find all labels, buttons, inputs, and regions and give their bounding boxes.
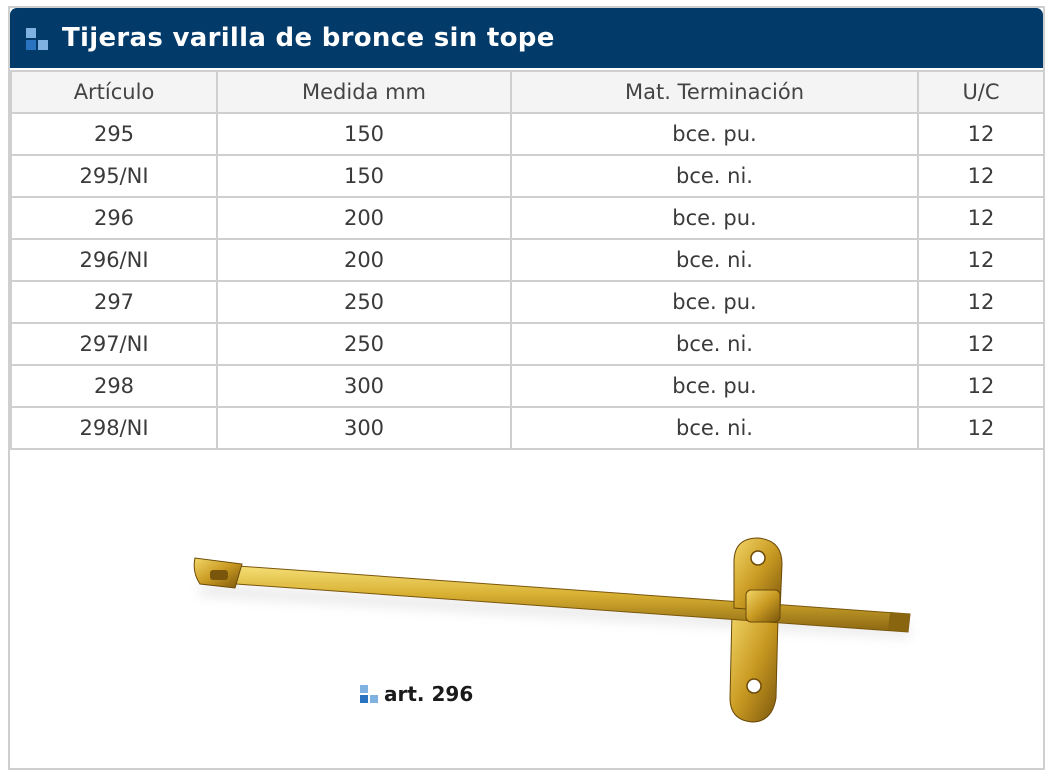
title-bar bbox=[10, 8, 1043, 68]
table-row bbox=[12, 240, 1043, 280]
page-title: Tijeras varilla de bronce sin tope bbox=[62, 23, 555, 53]
table-row bbox=[12, 198, 1043, 238]
cell-terminacion: bce. pu. bbox=[512, 198, 917, 238]
cell-medida: 300 bbox=[218, 408, 510, 448]
brand-squares-icon bbox=[360, 685, 378, 703]
table-row bbox=[12, 366, 1043, 406]
cell-uc: 12 bbox=[919, 156, 1043, 196]
table-header-row bbox=[12, 72, 1043, 112]
cell-terminacion: bce. ni. bbox=[512, 324, 917, 364]
table-row bbox=[12, 324, 1043, 364]
table-row bbox=[12, 408, 1043, 448]
cell-articulo: 295/NI bbox=[12, 156, 216, 196]
cell-terminacion: bce. pu. bbox=[512, 282, 917, 322]
cell-uc: 12 bbox=[919, 324, 1043, 364]
table-row bbox=[12, 114, 1043, 154]
product-photo bbox=[10, 472, 1043, 768]
brass-stay-rod-icon bbox=[10, 472, 1043, 768]
cell-articulo: 298 bbox=[12, 366, 216, 406]
header-medida: Medida mm bbox=[218, 72, 510, 112]
cell-medida: 150 bbox=[218, 114, 510, 154]
cell-uc: 12 bbox=[919, 114, 1043, 154]
caption-text: art. 296 bbox=[384, 682, 474, 706]
cell-terminacion: bce. pu. bbox=[512, 114, 917, 154]
brand-squares-icon bbox=[26, 28, 50, 52]
product-table bbox=[10, 70, 1045, 450]
cell-articulo: 297 bbox=[12, 282, 216, 322]
cell-uc: 12 bbox=[919, 366, 1043, 406]
cell-articulo: 297/NI bbox=[12, 324, 216, 364]
header-uc: U/C bbox=[919, 72, 1043, 112]
cell-articulo: 298/NI bbox=[12, 408, 216, 448]
cell-articulo: 295 bbox=[12, 114, 216, 154]
table-row bbox=[12, 282, 1043, 322]
product-card bbox=[8, 6, 1045, 770]
cell-medida: 150 bbox=[218, 156, 510, 196]
cell-terminacion: bce. ni. bbox=[512, 240, 917, 280]
cell-medida: 200 bbox=[218, 240, 510, 280]
cell-uc: 12 bbox=[919, 282, 1043, 322]
cell-medida: 250 bbox=[218, 282, 510, 322]
cell-articulo: 296 bbox=[12, 198, 216, 238]
cell-medida: 300 bbox=[218, 366, 510, 406]
photo-caption bbox=[360, 682, 473, 706]
cell-medida: 200 bbox=[218, 198, 510, 238]
cell-terminacion: bce. ni. bbox=[512, 156, 917, 196]
header-articulo: Artículo bbox=[12, 72, 216, 112]
cell-medida: 250 bbox=[218, 324, 510, 364]
table-row bbox=[12, 156, 1043, 196]
cell-terminacion: bce. pu. bbox=[512, 366, 917, 406]
cell-uc: 12 bbox=[919, 240, 1043, 280]
header-terminacion: Mat. Terminación bbox=[512, 72, 917, 112]
cell-uc: 12 bbox=[919, 408, 1043, 448]
cell-terminacion: bce. ni. bbox=[512, 408, 917, 448]
cell-articulo: 296/NI bbox=[12, 240, 216, 280]
cell-uc: 12 bbox=[919, 198, 1043, 238]
